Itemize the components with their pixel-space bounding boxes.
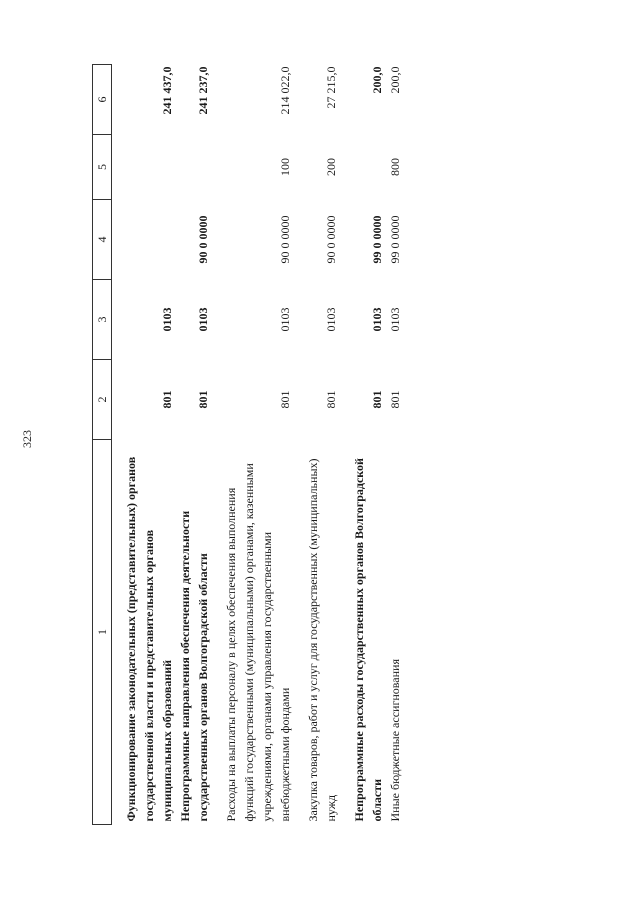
row-code-2: 801 bbox=[160, 390, 174, 409]
row-code-5: 100 bbox=[278, 158, 292, 176]
table-row bbox=[212, 65, 294, 825]
rotated-page-content bbox=[92, 65, 622, 825]
row-code-4 bbox=[112, 200, 177, 280]
row-name: Функционирование законодательных (представительных) органов государственной власти и представительных органов муниципальных образований bbox=[124, 456, 174, 822]
row-code-5: 200 bbox=[324, 158, 338, 176]
row-code-4: 99 0 0000 bbox=[370, 215, 384, 264]
row-name: Расходы на выплаты персоналу в целях обеспечения выполнения функций государственными (муниципальными) органами, казенными учреждениями, органами управления государственными внебюджетными фондами bbox=[224, 463, 292, 822]
page-number: 323 bbox=[20, 430, 34, 448]
table-row bbox=[294, 65, 340, 825]
row-code-5: 800 bbox=[388, 158, 402, 176]
row-code-3: 0103 bbox=[324, 307, 338, 332]
row-name: Непрограммные направления обеспечения деятельности государственных органов Волгоградской области bbox=[178, 510, 210, 822]
header-col-6: 6 bbox=[93, 65, 112, 135]
row-code-2: 801 bbox=[370, 390, 384, 409]
budget-table bbox=[92, 64, 404, 825]
row-sum: 200,0 bbox=[388, 66, 402, 94]
row-code-3: 0103 bbox=[278, 307, 292, 332]
row-code-5 bbox=[112, 135, 177, 200]
row-name: Непрограммные расходы государственных органов Волгоградской области bbox=[352, 458, 384, 822]
row-code-3: 0103 bbox=[160, 307, 174, 332]
row-sum: 241 437,0 bbox=[160, 66, 174, 115]
row-code-4: 90 0 0000 bbox=[324, 215, 338, 264]
row-code-3: 0103 bbox=[388, 307, 402, 332]
row-sum: 200,0 bbox=[370, 66, 384, 94]
header-col-2: 2 bbox=[93, 360, 112, 440]
header-col-3: 3 bbox=[93, 280, 112, 360]
row-sum: 27 215,0 bbox=[324, 66, 338, 109]
table-row bbox=[176, 65, 212, 825]
row-code-5 bbox=[176, 135, 212, 200]
row-sum: 241 237,0 bbox=[196, 66, 210, 115]
table-row bbox=[340, 65, 386, 825]
table-row bbox=[386, 65, 404, 825]
row-code-3: 0103 bbox=[196, 307, 210, 332]
row-sum: 214 022,0 bbox=[278, 66, 292, 115]
header-col-5: 5 bbox=[93, 135, 112, 200]
header-col-4: 4 bbox=[93, 200, 112, 280]
row-code-2: 801 bbox=[196, 390, 210, 409]
header-col-1: 1 bbox=[93, 440, 112, 825]
row-code-4: 90 0 0000 bbox=[196, 215, 210, 264]
row-code-4: 90 0 0000 bbox=[278, 215, 292, 264]
row-code-5 bbox=[340, 135, 386, 200]
table-header-row bbox=[93, 65, 112, 825]
row-code-2: 801 bbox=[278, 390, 292, 409]
table-row bbox=[112, 65, 177, 825]
row-name: Закупка товаров, работ и услуг для государственных (муниципальных) нужд bbox=[306, 458, 338, 822]
row-code-2: 801 bbox=[388, 390, 402, 409]
row-code-3: 0103 bbox=[370, 307, 384, 332]
row-code-4: 99 0 0000 bbox=[388, 215, 402, 264]
row-name: Иные бюджетные ассигнования bbox=[388, 659, 402, 822]
row-code-2: 801 bbox=[324, 390, 338, 409]
